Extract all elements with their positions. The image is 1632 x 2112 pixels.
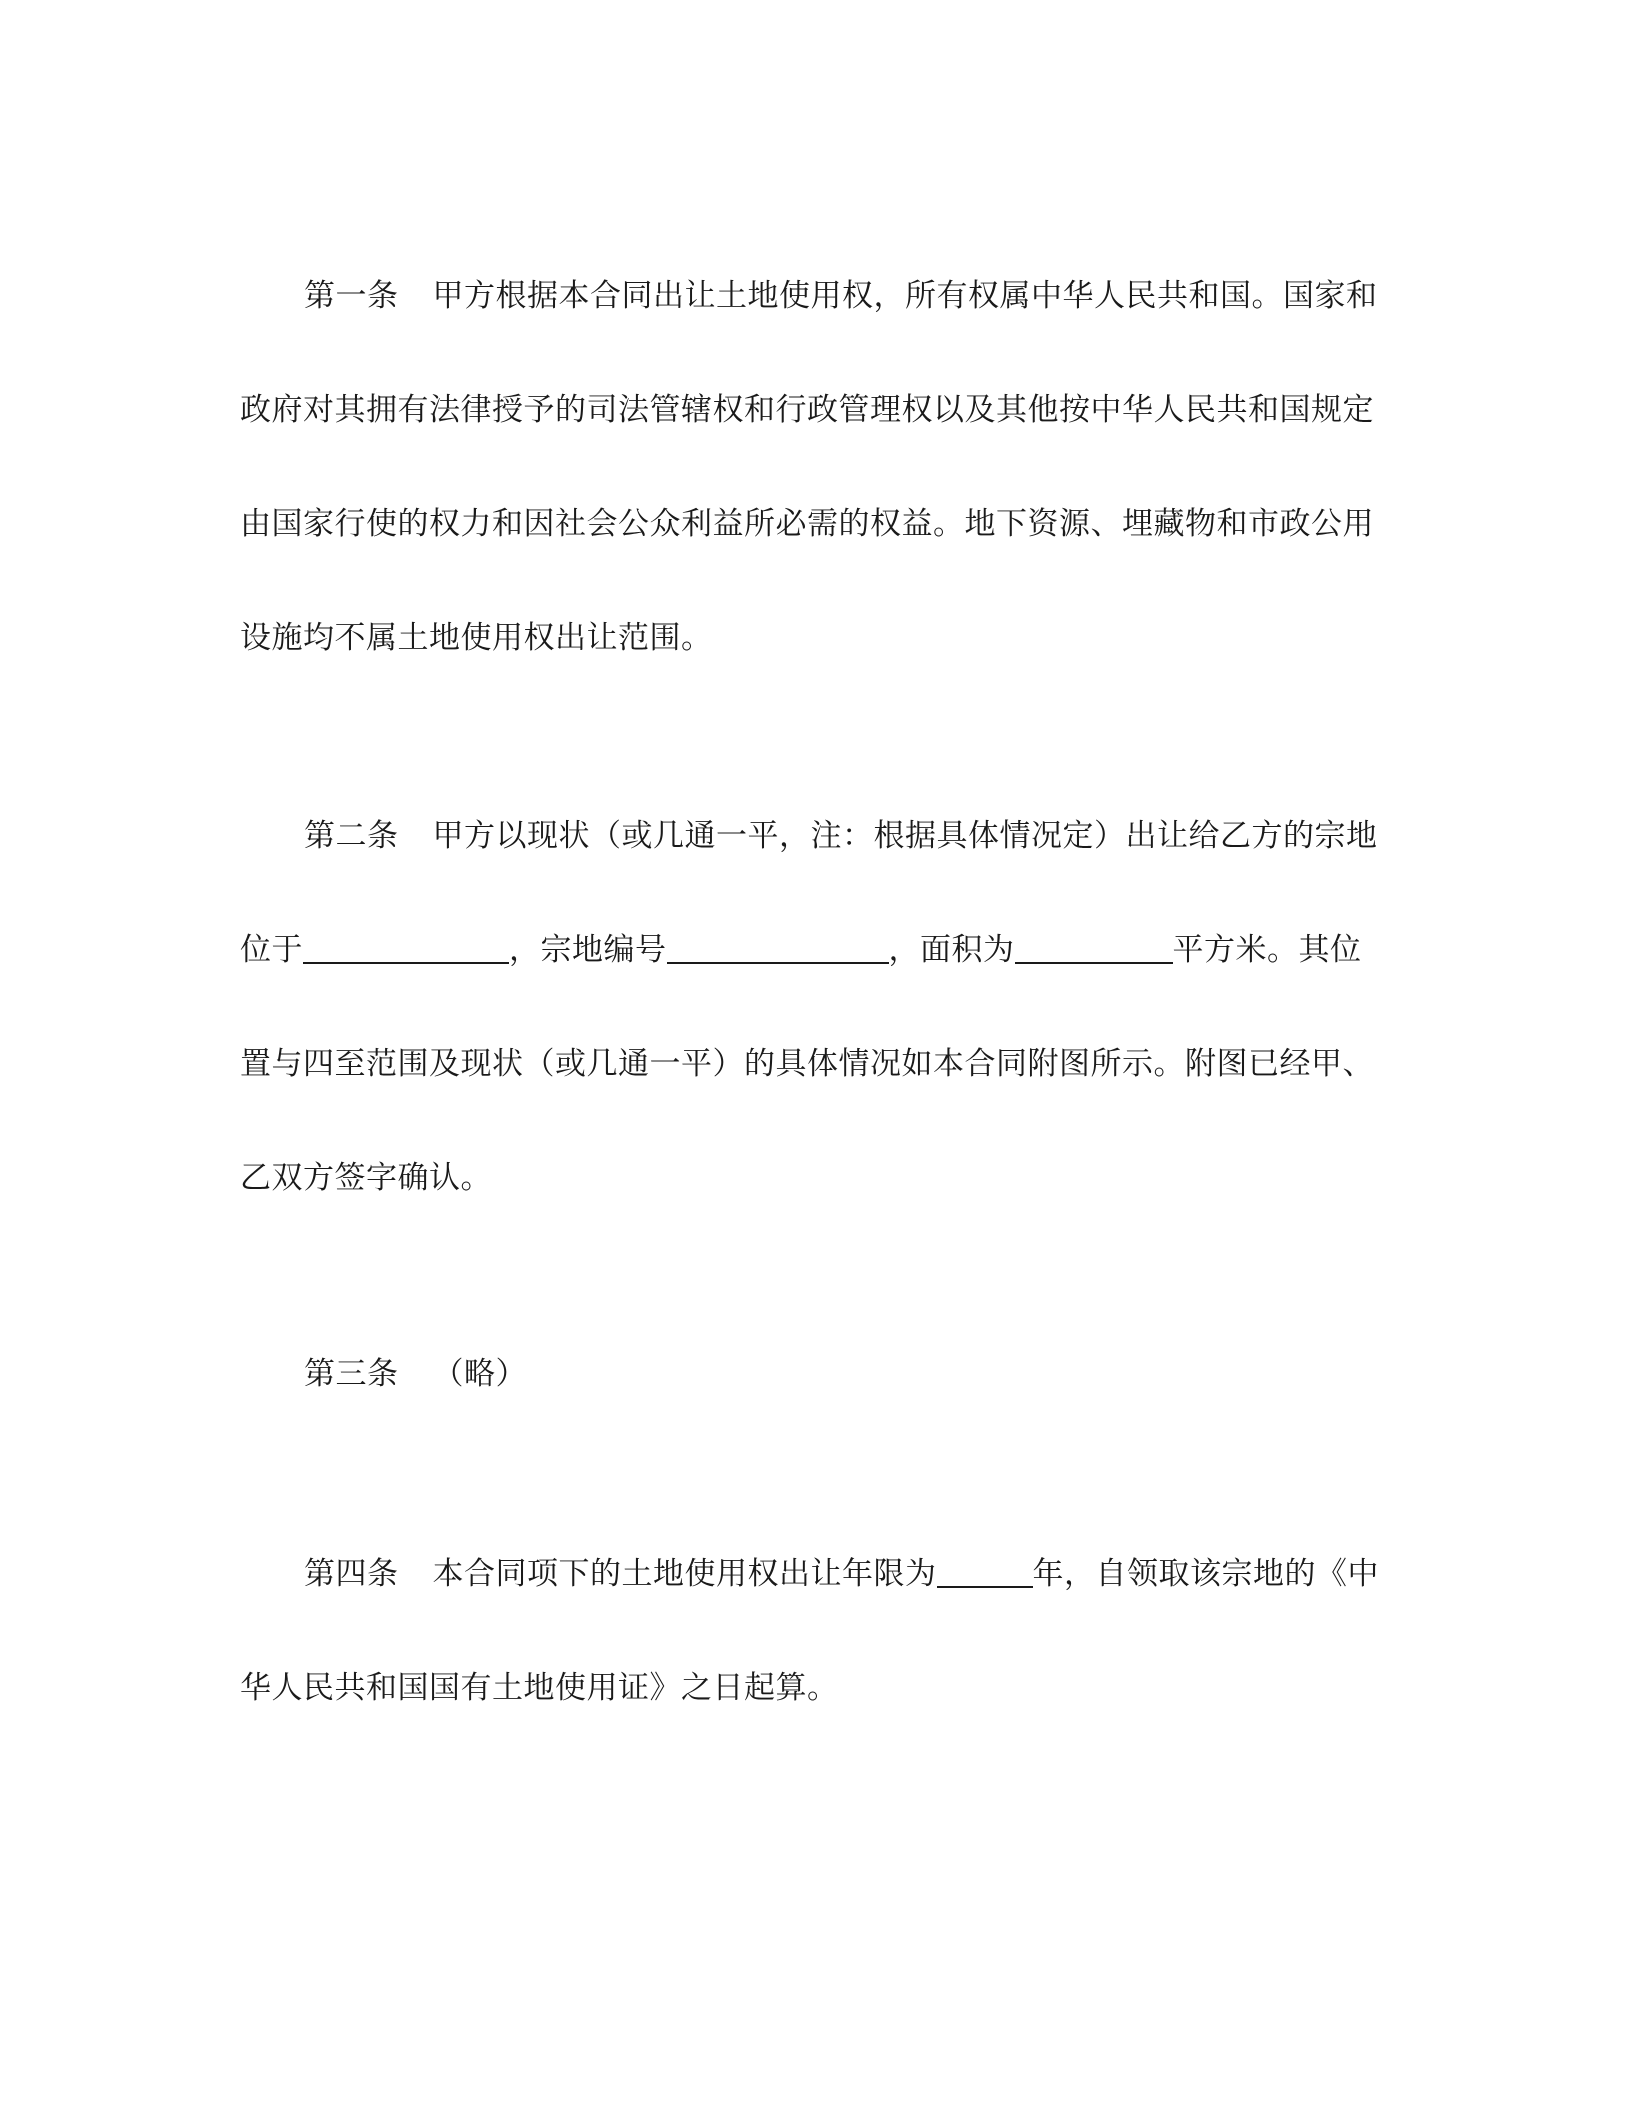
article-2-text-sqm: 平方米。其位 — [1172, 932, 1362, 968]
parcel-number-blank — [667, 932, 889, 964]
article-2-number: 第二条 — [304, 818, 399, 854]
article-2-text-1: 甲方以现状（或几通一平，注：根据具体情况定）出让给乙方的宗地 — [432, 818, 1378, 854]
article-1-line-2: 政府对其拥有法律授予的司法管辖权和行政管理权以及其他按中华人民共和国规定 — [240, 392, 1374, 428]
article-4-text-1a: 本合同项下的土地使用权出让年限为 — [432, 1556, 937, 1592]
area-blank — [1015, 932, 1173, 964]
article-2-text-located: 位于 — [240, 932, 303, 968]
article-1-number: 第一条 — [304, 278, 399, 314]
article-1-line-4: 设施均不属土地使用权出让范围。 — [240, 620, 713, 656]
article-1-line-1 — [304, 276, 1454, 316]
article-4-text-1b: 年，自领取该宗地的《中 — [1032, 1556, 1379, 1592]
article-2-line-3: 置与四至范围及现状（或几通一平）的具体情况如本合同附图所示。附图已经甲、 — [240, 1046, 1374, 1082]
article-4-number: 第四条 — [304, 1556, 399, 1592]
article-2-text-parcel-no: ，宗地编号 — [509, 932, 667, 968]
article-2-line-2 — [240, 930, 1390, 970]
article-3-line-1 — [304, 1354, 1454, 1394]
article-1-line-3: 由国家行使的权力和因社会公众利益所必需的权益。地下资源、埋藏物和市政公用 — [240, 506, 1374, 542]
article-1-text-1: 甲方根据本合同出让土地使用权，所有权属中华人民共和国。国家和 — [432, 278, 1378, 314]
article-2-line-1 — [304, 816, 1454, 856]
location-blank — [303, 932, 509, 964]
article-4-line-1 — [304, 1554, 1454, 1594]
article-2-line-4: 乙双方签字确认。 — [240, 1160, 492, 1196]
article-4-line-2: 华人民共和国国有土地使用证》之日起算。 — [240, 1670, 839, 1706]
article-2-text-area: ，面积为 — [888, 932, 1015, 968]
term-years-blank — [937, 1556, 1033, 1588]
article-3-text: （略） — [432, 1356, 527, 1392]
article-3-number: 第三条 — [304, 1356, 399, 1392]
